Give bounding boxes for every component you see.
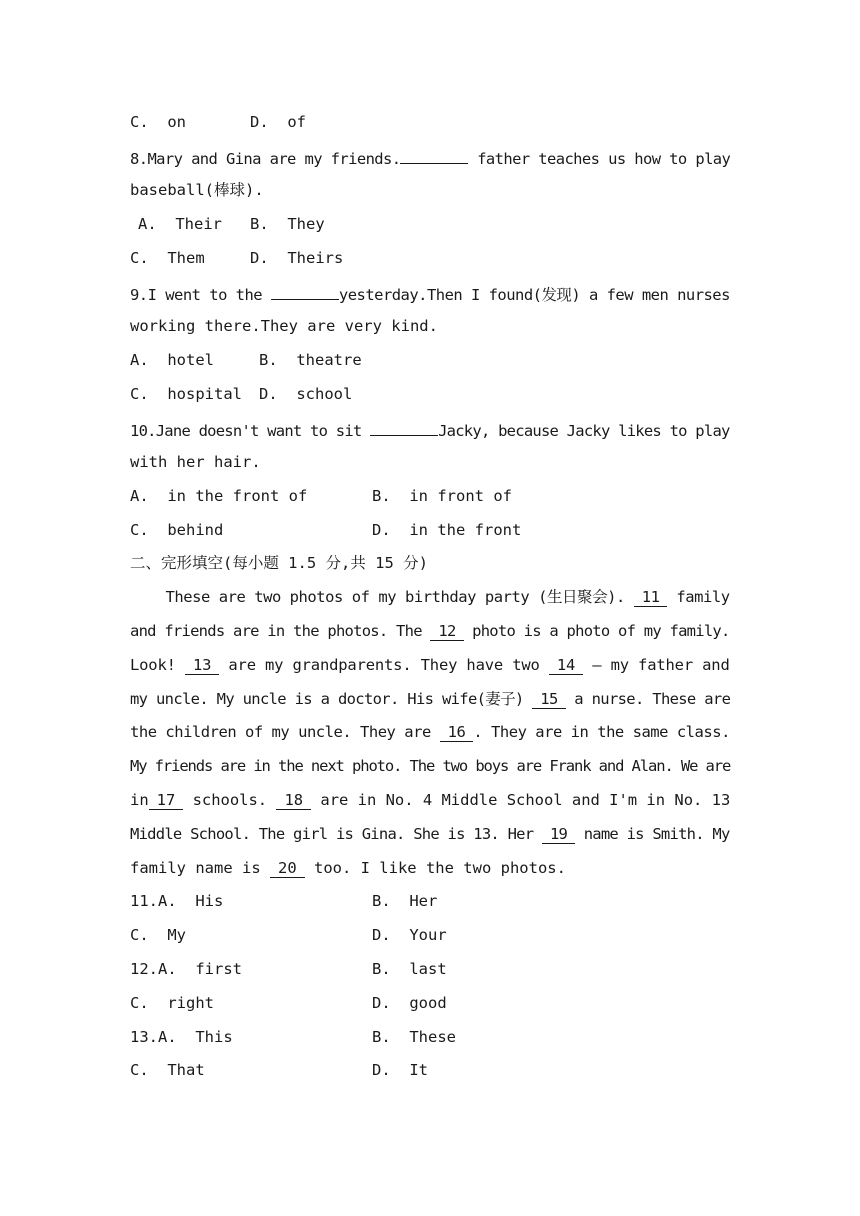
passage-line-4 (130, 689, 730, 709)
q12-option-b: B. last (372, 960, 447, 978)
blank-13: 13 (185, 657, 219, 675)
passage-line-2 (130, 621, 730, 641)
q8-option-d: D. Theirs (250, 249, 344, 267)
blank-15: 15 (532, 691, 565, 709)
q7-option-c: C. on (130, 113, 186, 131)
passage-text: schools. (183, 791, 277, 809)
q9-option-d: D. school (259, 385, 353, 403)
passage-text: too. I like the two photos. (304, 859, 566, 877)
q10-text-b: Jacky, because Jacky likes to play (438, 422, 730, 440)
q8-stem-line1 (130, 146, 730, 166)
blank-20: 20 (270, 860, 305, 878)
q10-option-b: B. in front of (372, 487, 512, 505)
passage-text: Look! (130, 656, 185, 674)
q13-option-d: D. It (372, 1061, 428, 1079)
blank-16: 16 (440, 724, 474, 742)
passage-text: a nurse. These are (565, 690, 731, 708)
passage-text: family (667, 588, 730, 606)
passage-line-1 (130, 587, 730, 607)
q10-text-a: 10.Jane doesn't want to sit (130, 422, 371, 440)
passage-text: — my father and (583, 656, 730, 674)
q9-blank (271, 282, 339, 300)
q10-stem-line1 (130, 418, 730, 438)
q12-option-a: 12.A. first (130, 960, 242, 978)
passage-line-5 (130, 722, 730, 742)
passage-line-7 (130, 790, 730, 810)
q9-stem-line1 (130, 282, 730, 302)
blank-17: 17 (149, 792, 184, 810)
passage-text: in (130, 791, 149, 809)
q9-option-a: A. hotel (130, 351, 214, 369)
q13-option-b: B. These (372, 1028, 456, 1046)
q11-option-c: C. My (130, 926, 186, 944)
q12-option-d: D. good (372, 994, 447, 1012)
q9-text-b: yesterday.Then I found(发现) a few men nurses (338, 286, 730, 304)
q8-text-b: father teaches us how to play (468, 150, 731, 168)
q11-option-d: D. Your (372, 926, 447, 944)
q11-option-b: B. Her (372, 892, 438, 910)
q8-blank (400, 146, 468, 164)
q9-stem-line2: working there.They are very kind. (130, 317, 438, 335)
q13-option-a: 13.A. This (130, 1028, 233, 1046)
q8-stem-line2: baseball(棒球). (130, 181, 264, 199)
q8-option-b: B. They (250, 215, 325, 233)
q9-option-c: C. hospital (130, 385, 242, 403)
blank-12: 12 (430, 623, 463, 641)
passage-text: are in No. 4 Middle School and I'm in No. 13 (311, 791, 731, 809)
q10-option-c: C. behind (130, 521, 224, 539)
passage-text: . They are in the same class. (473, 723, 730, 741)
blank-11: 11 (634, 589, 668, 607)
q8-option-c: C. Them (130, 249, 205, 267)
passage-text: These are two photos of my birthday party (生日聚会). (130, 588, 634, 606)
q10-option-d: D. in the front (372, 521, 522, 539)
blank-18: 18 (276, 792, 311, 810)
q7-option-d: D. of (250, 113, 306, 131)
passage-line-9 (130, 858, 730, 878)
passage-line-8 (130, 824, 730, 844)
q11-option-a: 11.A. His (130, 892, 224, 910)
q8-text-a: 8.Mary and Gina are my friends. (130, 150, 401, 168)
passage-text: are my grandparents. They have two (219, 656, 549, 674)
passage-text: family name is (130, 859, 270, 877)
q12-option-c: C. right (130, 994, 214, 1012)
blank-14: 14 (549, 657, 583, 675)
q13-option-c: C. That (130, 1061, 205, 1079)
q10-blank (370, 418, 438, 436)
passage-text: name is Smith. My (575, 825, 730, 843)
passage-text: the children of my uncle. They are (130, 723, 440, 741)
passage-text: my uncle. My uncle is a doctor. His wife(妻子) (130, 690, 533, 708)
blank-19: 19 (542, 826, 575, 844)
passage-text: and friends are in the photos. The (130, 622, 431, 640)
q9-text-a: 9.I went to the (130, 286, 271, 304)
passage-line-6: My friends are in the next photo. The two boys are Frank and Alan. We are (130, 757, 731, 775)
passage-text: Middle School. The girl is Gina. She is 13. Her (130, 825, 542, 843)
q8-option-a: A. Their (138, 215, 222, 233)
passage-text: photo is a photo of my family. (463, 622, 730, 640)
q10-stem-line2: with her hair. (130, 453, 261, 471)
q10-option-a: A. in the front of (130, 487, 308, 505)
passage-line-3 (130, 655, 730, 675)
q9-option-b: B. theatre (259, 351, 362, 369)
section2-heading: 二、完形填空(每小题 1.5 分,共 15 分) (130, 554, 428, 572)
